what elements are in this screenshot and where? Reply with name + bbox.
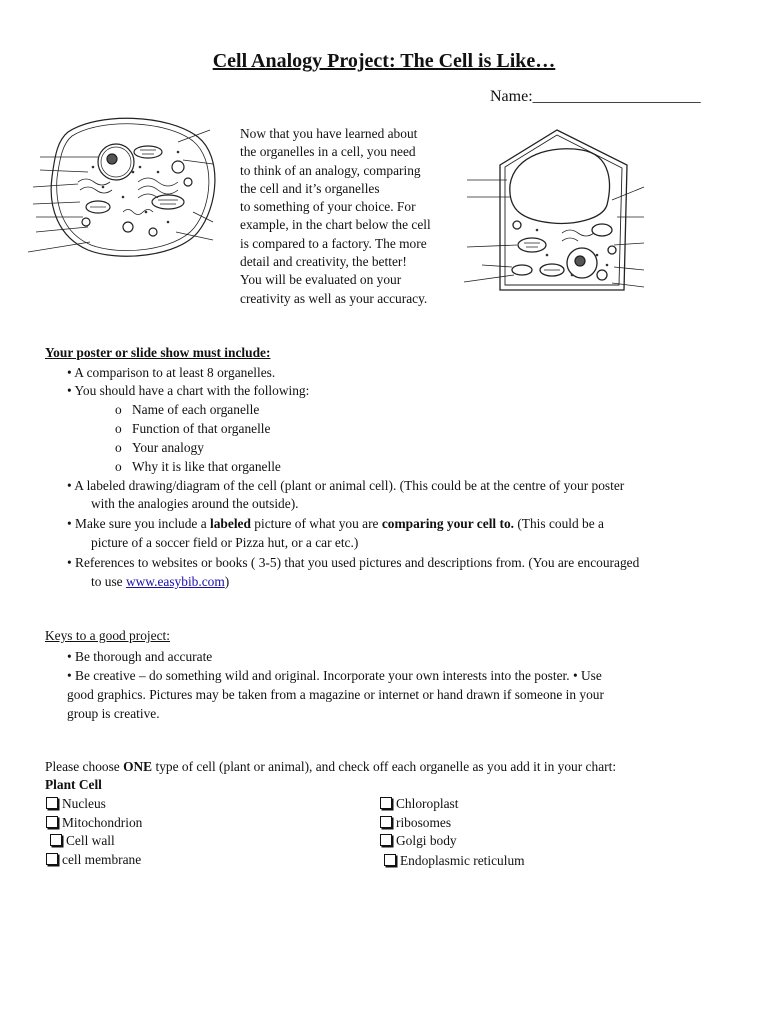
text-segment-bold: comparing your cell to. [381,516,514,531]
checklist-label: ribosomes [396,815,452,830]
keys-item: • Be thorough and accurate [67,649,213,664]
checklist-item-ribosomes[interactable] [380,814,451,832]
requirement-item: • You should have a chart with the following: [67,383,310,398]
requirement-item: • A comparison to at least 8 organelles. [67,365,276,380]
sub-marker: o [115,402,122,417]
cell-type-heading: Plant Cell [45,777,102,792]
sub-item: Function of that organelle [132,421,271,436]
keys-item: • Be creative – do something wild and original. Incorporate your own interests into the poster. • Use [67,668,602,683]
checkbox[interactable] [384,854,396,866]
checklist-item-chloroplast[interactable] [380,795,459,813]
requirement-item-cont [91,573,229,591]
text-segment: • Make sure you include a [67,516,211,531]
checklist-label: Golgi body [396,833,457,848]
checklist-item-endoplasmic-reticulum[interactable] [384,852,525,870]
checklist-item-cell-membrane[interactable] [46,851,141,869]
intro-line: to something of your choice. For [240,199,416,215]
requirement-item-cont: with the analogies around the outside). [91,496,299,511]
checklist-label: Nucleus [62,796,106,811]
choose-instruction [45,758,616,776]
text-segment: type of cell (plant or animal), and check off each organelle as you add it in your chart: [152,759,617,774]
text-segment-bold: ONE [123,759,153,774]
text-segment: Please choose [45,759,124,774]
plant-cell-diagram [462,125,647,300]
text-segment: (This could be a [513,516,604,531]
intro-line: example, in the chart below the cell [240,217,431,233]
checkbox[interactable] [46,797,58,809]
checklist-item-mitochondrion[interactable] [46,814,142,832]
page-title: Cell Analogy Project: The Cell is Like… [212,50,556,72]
checklist-label: Mitochondrion [62,815,143,830]
checkbox[interactable] [46,853,58,865]
keys-item-cont: group is creative. [67,706,160,721]
sub-marker: o [115,421,122,436]
text-segment: ) [224,574,230,589]
checkbox[interactable] [380,834,392,846]
intro-line: creativity as well as your accuracy. [240,290,428,306]
intro-line: is compared to a factory. The more [240,235,427,251]
checkbox[interactable] [46,816,58,828]
text-segment-bold: labeled [210,516,251,531]
animal-cell-diagram [28,112,233,262]
keys-item-cont: good graphics. Pictures may be taken from a magazine or internet or hand drawn if someone in your [67,687,604,702]
intro-line: Now that you have learned about [240,126,418,141]
intro-paragraph [240,125,470,308]
checklist-label: Endoplasmic reticulum [400,853,525,868]
checklist-label: cell membrane [62,852,142,867]
checkbox[interactable] [50,834,62,846]
checklist-item-cell-wall[interactable] [50,832,115,850]
intro-line: detail and creativity, the better! [240,254,407,270]
sub-item: Why it is like that organelle [132,459,281,474]
text-segment: to use [91,574,126,589]
easybib-link[interactable]: www.easybib.com [125,574,225,589]
checkbox[interactable] [380,797,392,809]
sub-marker: o [115,440,122,455]
checkbox[interactable] [380,816,392,828]
checklist-item-golgi-body[interactable] [380,832,457,850]
requirement-item: • A labeled drawing/diagram of the cell (plant or animal cell). (This could be at the centre of your poster [67,478,625,493]
keys-heading: Keys to a good project: [45,628,170,643]
checklist-item-nucleus[interactable] [46,795,106,813]
sub-item: Your analogy [132,440,204,455]
text-segment: picture of what you are [250,516,382,531]
name-field-label: Name:_____________________ [490,88,701,105]
requirement-item-cont: picture of a soccer field or Pizza hut, or a car etc.) [91,535,359,550]
requirement-item [67,515,604,533]
intro-line: the cell and it’s organelles [240,180,380,196]
intro-line: to think of an analogy, comparing [240,162,421,178]
sub-item: Name of each organelle [132,402,260,417]
checklist-label: Cell wall [66,833,115,848]
requirement-item: • References to websites or books ( 3-5) that you used pictures and descriptions from. (You are encouraged [67,555,640,570]
requirements-heading: Your poster or slide show must include: [45,345,271,360]
intro-line: You will be evaluated on your [240,272,402,288]
sub-marker: o [115,459,122,474]
intro-line: the organelles in a cell, you need [240,144,416,160]
checklist-label: Chloroplast [396,796,459,811]
